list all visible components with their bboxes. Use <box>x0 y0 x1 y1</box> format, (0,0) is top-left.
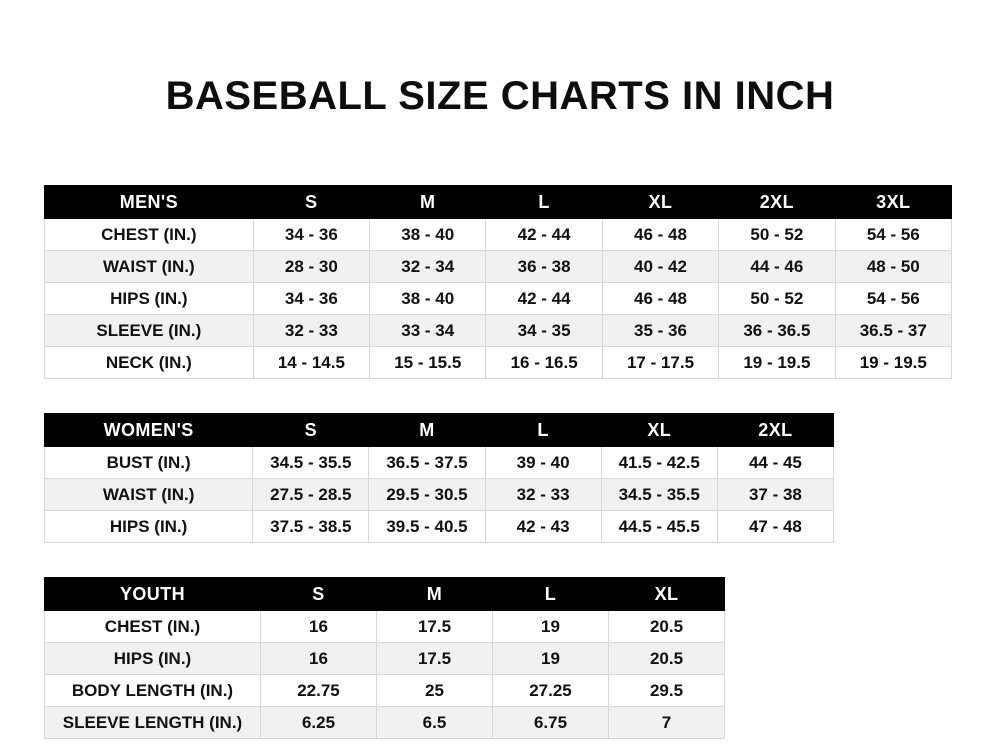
cell: 32 - 34 <box>370 251 486 283</box>
youth-header-category: YOUTH <box>45 578 261 611</box>
cell: 54 - 56 <box>835 283 951 315</box>
row-label: BUST (IN.) <box>45 447 253 479</box>
mens-table-body <box>45 219 952 379</box>
mens-header-xl: XL <box>602 186 718 219</box>
cell: 27.5 - 28.5 <box>253 479 369 511</box>
cell: 27.25 <box>493 675 609 707</box>
cell: 7 <box>609 707 725 739</box>
cell: 6.75 <box>493 707 609 739</box>
cell: 17.5 <box>377 611 493 643</box>
tables-container <box>0 185 1000 739</box>
table-row <box>45 707 725 739</box>
cell: 20.5 <box>609 643 725 675</box>
womens-header-category: WOMEN'S <box>45 414 253 447</box>
mens-header-2xl: 2XL <box>719 186 835 219</box>
table-row <box>45 315 952 347</box>
cell: 39.5 - 40.5 <box>369 511 485 543</box>
row-label: NECK (IN.) <box>45 347 254 379</box>
table-row <box>45 479 834 511</box>
womens-table-header <box>45 414 834 447</box>
cell: 20.5 <box>609 611 725 643</box>
youth-header-xl: XL <box>609 578 725 611</box>
cell: 19 <box>493 611 609 643</box>
cell: 36 - 38 <box>486 251 602 283</box>
cell: 42 - 44 <box>486 219 602 251</box>
cell: 29.5 - 30.5 <box>369 479 485 511</box>
cell: 16 <box>261 611 377 643</box>
cell: 34 - 36 <box>253 283 369 315</box>
youth-table-header <box>45 578 725 611</box>
cell: 41.5 - 42.5 <box>601 447 717 479</box>
womens-header-xl: XL <box>601 414 717 447</box>
row-label: HIPS (IN.) <box>45 283 254 315</box>
cell: 22.75 <box>261 675 377 707</box>
table-row <box>45 611 725 643</box>
cell: 46 - 48 <box>602 219 718 251</box>
table-header-row <box>45 414 834 447</box>
page-title: BASEBALL SIZE CHARTS IN INCH <box>165 74 835 118</box>
cell: 34.5 - 35.5 <box>253 447 369 479</box>
youth-size-table <box>44 577 725 739</box>
cell: 54 - 56 <box>835 219 951 251</box>
cell: 34 - 35 <box>486 315 602 347</box>
cell: 38 - 40 <box>370 283 486 315</box>
row-label: CHEST (IN.) <box>45 611 261 643</box>
cell: 32 - 33 <box>485 479 601 511</box>
mens-header-3xl: 3XL <box>835 186 951 219</box>
youth-header-m: M <box>377 578 493 611</box>
cell: 39 - 40 <box>485 447 601 479</box>
cell: 37 - 38 <box>717 479 833 511</box>
youth-table-body <box>45 611 725 739</box>
cell: 42 - 44 <box>486 283 602 315</box>
cell: 35 - 36 <box>602 315 718 347</box>
cell: 33 - 34 <box>370 315 486 347</box>
cell: 44 - 45 <box>717 447 833 479</box>
cell: 25 <box>377 675 493 707</box>
cell: 29.5 <box>609 675 725 707</box>
row-label: SLEEVE LENGTH (IN.) <box>45 707 261 739</box>
mens-header-l: L <box>486 186 602 219</box>
table-row <box>45 511 834 543</box>
cell: 17.5 <box>377 643 493 675</box>
womens-table-body <box>45 447 834 543</box>
table-row <box>45 251 952 283</box>
cell: 32 - 33 <box>253 315 369 347</box>
cell: 16 <box>261 643 377 675</box>
cell: 28 - 30 <box>253 251 369 283</box>
table-row <box>45 219 952 251</box>
cell: 19 <box>493 643 609 675</box>
table-row <box>45 283 952 315</box>
table-row <box>45 347 952 379</box>
cell: 14 - 14.5 <box>253 347 369 379</box>
cell: 16 - 16.5 <box>486 347 602 379</box>
row-label: SLEEVE (IN.) <box>45 315 254 347</box>
cell: 50 - 52 <box>719 219 835 251</box>
table-header-row <box>45 186 952 219</box>
womens-header-l: L <box>485 414 601 447</box>
womens-size-table <box>44 413 834 543</box>
cell: 15 - 15.5 <box>370 347 486 379</box>
row-label: WAIST (IN.) <box>45 479 253 511</box>
row-label: HIPS (IN.) <box>45 643 261 675</box>
cell: 44 - 46 <box>719 251 835 283</box>
row-label: CHEST (IN.) <box>45 219 254 251</box>
cell: 44.5 - 45.5 <box>601 511 717 543</box>
table-header-row <box>45 578 725 611</box>
mens-size-table <box>44 185 952 379</box>
cell: 19 - 19.5 <box>835 347 951 379</box>
youth-header-l: L <box>493 578 609 611</box>
womens-header-m: M <box>369 414 485 447</box>
cell: 37.5 - 38.5 <box>253 511 369 543</box>
row-label: WAIST (IN.) <box>45 251 254 283</box>
cell: 47 - 48 <box>717 511 833 543</box>
cell: 36.5 - 37.5 <box>369 447 485 479</box>
cell: 38 - 40 <box>370 219 486 251</box>
cell: 46 - 48 <box>602 283 718 315</box>
table-row <box>45 643 725 675</box>
cell: 34.5 - 35.5 <box>601 479 717 511</box>
cell: 48 - 50 <box>835 251 951 283</box>
cell: 42 - 43 <box>485 511 601 543</box>
youth-header-s: S <box>261 578 377 611</box>
cell: 34 - 36 <box>253 219 369 251</box>
row-label: HIPS (IN.) <box>45 511 253 543</box>
cell: 6.25 <box>261 707 377 739</box>
table-row <box>45 447 834 479</box>
cell: 40 - 42 <box>602 251 718 283</box>
row-label: BODY LENGTH (IN.) <box>45 675 261 707</box>
table-row <box>45 675 725 707</box>
mens-header-category: MEN'S <box>45 186 254 219</box>
cell: 6.5 <box>377 707 493 739</box>
cell: 19 - 19.5 <box>719 347 835 379</box>
cell: 17 - 17.5 <box>602 347 718 379</box>
cell: 36.5 - 37 <box>835 315 951 347</box>
womens-header-2xl: 2XL <box>717 414 833 447</box>
womens-header-s: S <box>253 414 369 447</box>
mens-table-header <box>45 186 952 219</box>
cell: 50 - 52 <box>719 283 835 315</box>
mens-header-m: M <box>370 186 486 219</box>
mens-header-s: S <box>253 186 369 219</box>
cell: 36 - 36.5 <box>719 315 835 347</box>
